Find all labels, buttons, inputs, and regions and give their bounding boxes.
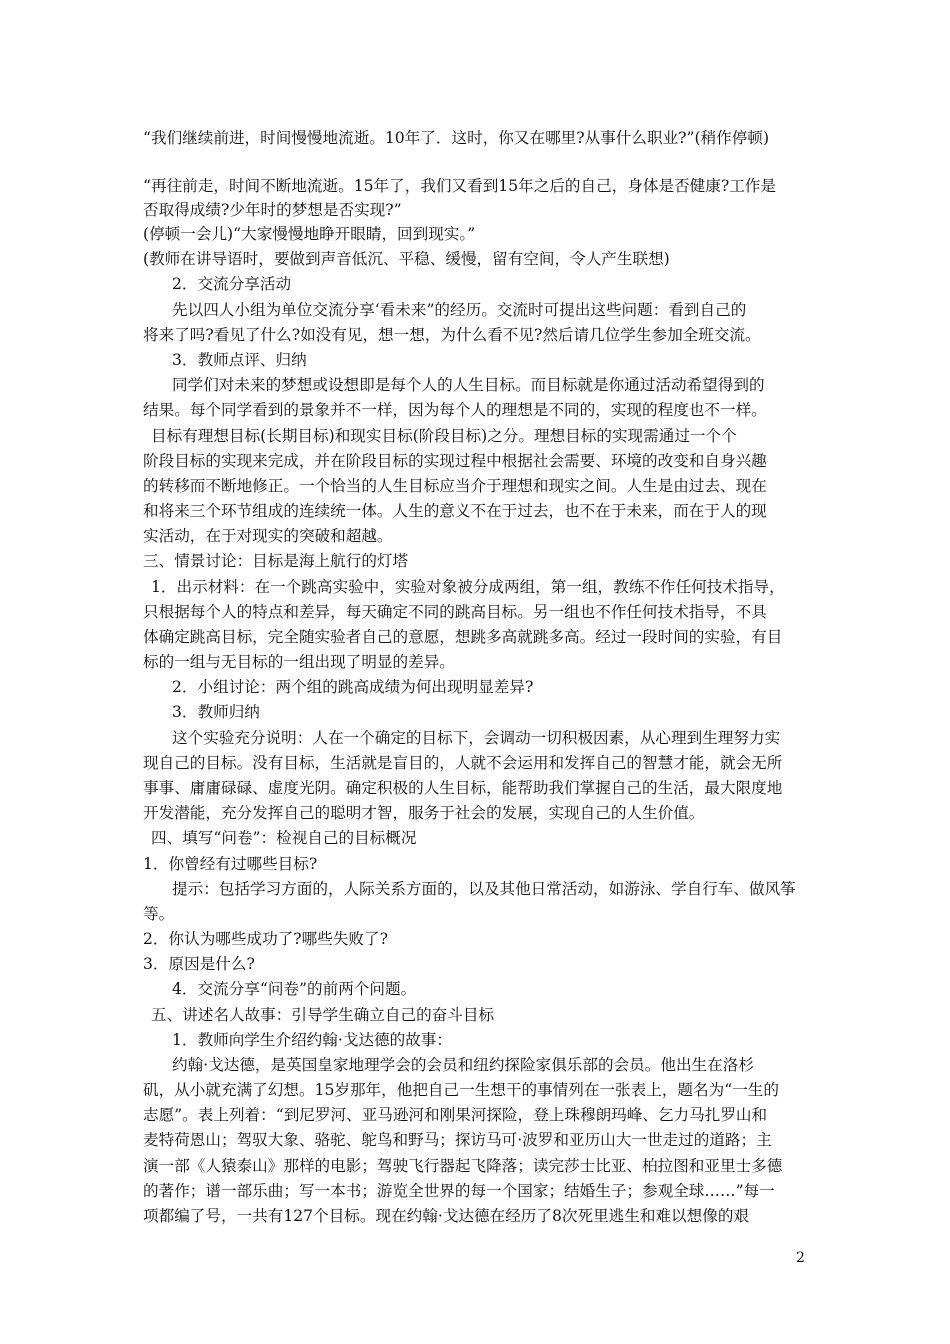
text-line: 矶，从小就充满了幻想。15岁那年，他把自己一生想干的事情列在一张表上，题名为“一生的 <box>143 1081 779 1099</box>
page-number: 2 <box>796 1250 805 1266</box>
text-line: 阶段目标的实现来完成，并在阶段目标的实现过程中根据社会需要、环境的改变和自身兴趣 <box>143 452 767 470</box>
section-heading: 五、讲述名人故事：引导学生确立自己的奋斗目标 <box>151 1006 495 1024</box>
text-line: (停顿一会儿)“大家慢慢地睁开眼睛，回到现实。” <box>143 225 476 243</box>
text-line: 的著作；谱一部乐曲；写一本书；游览全世界的每一个国家；结婚生子；参观全球……”每一 <box>143 1182 775 1200</box>
text-line: (教师在讲导语时，要做到声音低沉、平稳、缓慢，留有空间，令人产生联想) <box>143 250 670 268</box>
text-line: 先以四人小组为单位交流分享‘看未来”的经历。交流时可提出这些问题：看到自己的 <box>172 301 747 319</box>
text-line: 3．原因是什么? <box>143 955 255 973</box>
text-line: 等。 <box>143 905 175 923</box>
text-line: 3．教师点评、归纳 <box>172 351 307 369</box>
text-line: 目标有理想目标(长期目标)和现实目标(阶段目标)之分。理想目标的实现需通过一个个 <box>151 427 737 445</box>
text-line: 2．交流分享活动 <box>172 275 292 293</box>
text-line: 的转移而不断地修正。一个恰当的人生目标应当介于理想和现实之间。人生是由过去、现在 <box>143 477 767 495</box>
text-line: 这个实验充分说明：人在一个确定的目标下，会调动一切积极因素，从心理到生理努力实 <box>172 729 781 747</box>
text-line: 1．你曾经有过哪些目标? <box>143 855 318 873</box>
text-line: 同学们对未来的梦想或设想即是每个人的人生目标。而目标就是你通过活动希望得到的 <box>172 376 765 394</box>
text-line: 只根据每个人的特点和差异，每天确定不同的跳高目标。另一组也不作任何技术指导，不具 <box>143 603 767 621</box>
text-line: 4．交流分享“问卷”的前两个问题。 <box>172 980 417 998</box>
text-line: 项都编了号，一共有127个目标。现在约翰·戈达德在经历了8次死里逃生和难以想像的艰 <box>143 1207 750 1225</box>
text-line: 和将来三个环节组成的连续统一体。人生的意义不在于过去，也不在于未来，而在于人的现 <box>143 502 767 520</box>
section-heading: 四、填写“问卷”：检视自己的目标概况 <box>151 829 417 847</box>
text-line: “我们继续前进，时间慢慢地流逝。10年了．这时，你又在哪里?从事什么职业?”(稍作停顿) <box>143 129 770 147</box>
text-line: 标的一组与无目标的一组出现了明显的差异。 <box>143 653 455 671</box>
text-line: 3．教师归纳 <box>172 703 260 721</box>
text-line: 事事、庸庸碌碌、虚度光阴。确定积极的人生目标，能帮助我们掌握自己的生活，最大限度地 <box>143 779 783 797</box>
text-line: 约翰·戈达德，是英国皇家地理学会的会员和纽约探险家俱乐部的会员。他出生在洛杉 <box>172 1056 754 1074</box>
section-heading: 三、情景讨论：目标是海上航行的灯塔 <box>143 552 409 570</box>
text-line: 演一部《人猿泰山》那样的电影；驾驶飞行器起飞降落；读完莎士比亚、柏拉图和亚里士多德 <box>143 1157 783 1175</box>
text-line: 1．教师向学生介绍约翰·戈达德的故事： <box>172 1031 452 1049</box>
text-line: 实活动，在于对现实的突破和超越。 <box>143 527 393 545</box>
text-line: 麦特荷恩山；驾驭大象、骆驼、鸵鸟和野马；探访马可·波罗和亚历山大一世走过的道路；主 <box>143 1131 772 1149</box>
text-line: “再往前走，时间不断地流逝。15年了，我们又看到15年之后的自己，身体是否健康?工作是 <box>143 177 776 195</box>
text-line: 开发潜能，充分发挥自己的聪明才智，服务于社会的发展，实现自己的人生价值。 <box>143 804 705 822</box>
text-line: 否取得成绩?少年时的梦想是否实现?” <box>143 201 402 219</box>
text-line: 2．小组讨论：两个组的跳高成绩为何出现明显差异? <box>172 678 534 696</box>
text-line: 2．你认为哪些成功了?哪些失败了? <box>143 930 388 948</box>
text-line: 现自己的目标。没有目标，生活就是盲目的，人就不会运用和发挥自己的智慧才能，就会无所 <box>143 754 783 772</box>
text-line: 提示：包括学习方面的，人际关系方面的，以及其他日常活动，如游泳、学自行车、做风筝 <box>172 880 796 898</box>
text-line: 将来了吗?看见了什么?如没有见，想一想，为什么看不见?然后请几位学生参加全班交流。 <box>143 326 761 344</box>
text-line: 结果。每个同学看到的景象并不一样，因为每个人的理想是不同的，实现的程度也不一样。 <box>143 401 767 419</box>
text-line: 1．出示材料：在一个跳高实验中，实验对象被分成两组，第一组，教练不作任何技术指导， <box>151 578 785 596</box>
text-line: 体确定跳高目标，完全随实验者自己的意愿，想跳多高就跳多高。经过一段时间的实验，有目 <box>143 628 783 646</box>
text-line: 志愿”。表上列着：“到尼罗河、亚马逊河和刚果河探险，登上珠穆朗玛峰、乞力马扎罗山和 <box>143 1106 768 1124</box>
